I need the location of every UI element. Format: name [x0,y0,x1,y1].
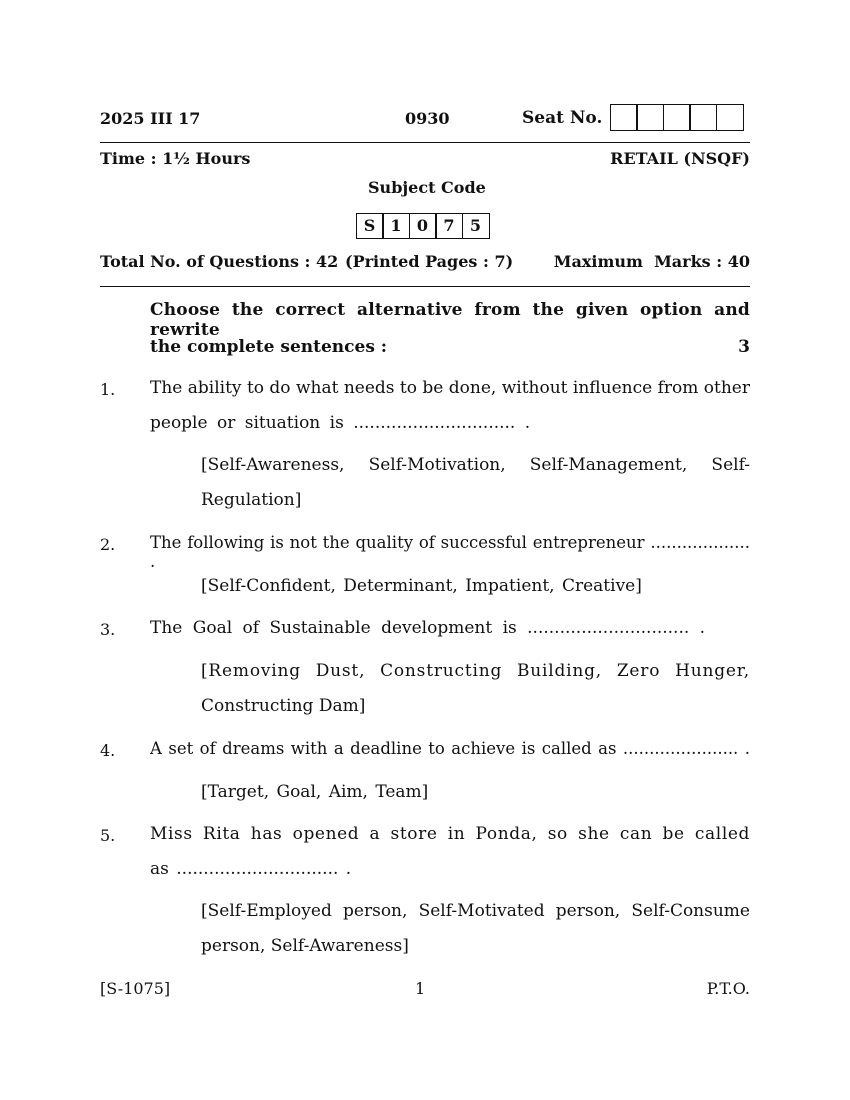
time-allowed: Time : 1½ Hours [100,149,251,168]
subject-code-boxes [357,213,490,239]
instruction-marks: 3 [738,337,750,357]
question-options: [Self-Confident, Determinant, Impatient, Creative] [201,576,642,596]
seat-box [663,104,691,131]
seat-number-label: Seat No. [522,108,603,128]
printed-pages: (Printed Pages : 7) [345,252,514,271]
instruction-line-2: the complete sentences : [150,337,388,357]
question-number: 1. [100,380,116,399]
question-number: 4. [100,741,116,760]
section-divider [100,286,750,287]
subject-code-char: S [356,213,384,239]
please-turn-over: P.T.O. [706,979,750,998]
question-options: [Self-Employed person, Self-Motivated person, Self-Consume [201,901,750,921]
question-options: [Target, Goal, Aim, Team] [201,782,429,802]
question-options: person, Self-Awareness] [201,936,409,956]
subject-code-char: 0 [409,213,437,239]
seat-box [610,104,638,131]
subject-code-char: 7 [435,213,463,239]
header-divider [100,142,750,143]
subject-code-char: 5 [462,213,490,239]
question-text: The Goal of Sustainable development is .............................. . [150,618,706,638]
subject-code-char: 1 [382,213,410,239]
question-text: people or situation is .............................. . [150,413,531,433]
question-number: 2. [100,535,116,554]
question-number: 5. [100,826,116,845]
question-options: [Self-Awareness, Self-Motivation, Self-Management, Self- [201,455,750,475]
seat-number-boxes [611,104,744,131]
question-number: 3. [100,620,116,639]
question-options: Regulation] [201,490,302,510]
question-text: The following is not the quality of successful entrepreneur ................... . [150,533,750,571]
question-text: Miss Rita has opened a store in Ponda, so she can be called [150,824,750,844]
question-text: The ability to do what needs to be done, without influence from other [150,378,750,398]
subject-code-label: Subject Code [368,178,486,197]
subject-name: RETAIL (NSQF) [610,149,750,168]
seat-box [716,104,744,131]
seat-box [636,104,664,131]
question-text: A set of dreams with a deadline to achieve is called as ...................... . [150,739,750,758]
footer-code: [S-1075] [100,979,171,998]
maximum-marks: Maximum Marks : 40 [553,252,750,271]
paper-code: 0930 [405,109,450,128]
seat-box [689,104,717,131]
question-options: Constructing Dam] [201,696,366,716]
total-questions: Total No. of Questions : 42 [100,252,339,271]
question-options: [Removing Dust, Constructing Building, Zero Hunger, [201,661,750,681]
exam-code: 2025 III 17 [100,109,201,128]
question-text: as .............................. . [150,859,352,879]
instruction-line-1: Choose the correct alternative from the given option and rewrite [150,300,750,340]
page-number: 1 [415,979,426,998]
